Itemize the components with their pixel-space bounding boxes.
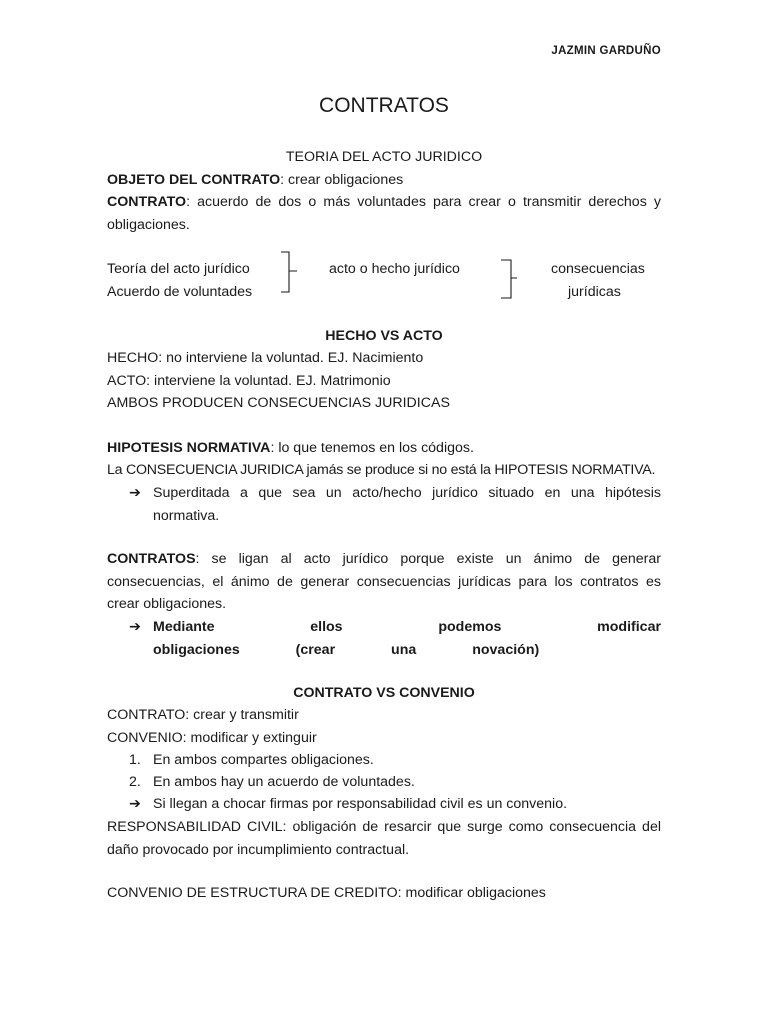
- document-page: JAZMIN GARDUÑO CONTRATOS TEORIA DEL ACTO JURIDICO OBJETO DEL CONTRATO: crear obligaciones CONTRATO: acuerdo de dos o más voluntades para crear o transmitir derechos y obligaciones. Teoría del acto jurídico acto o hecho jurídico consecuencias Acuerdo de voluntades jurídicas HECHO VS ACTO HECHO: no interviene la voluntad. EJ. Nacimiento ACTO: interviene la voluntad. EJ. Matrimonio AMBOS PRODUCEN CONSECUENCIAS JURIDICAS HIPOTESIS NORMATIVA: lo que tenemos en los códigos. La CONSECUENCIA JURIDICA jamás se produce si no está la HIPOTESIS NORMATIVA. ➔ Superditada a que sea un acto/hecho jurídico situado en una hipótesis normativa. CONTRATOS: se ligan al acto jurídico porque existe un ánimo de generar consecuencias, el ánimo de generar consecuencias jurídicas para los contratos es crear obligaciones. ➔ Mediante ellos podemos modificar obligaciones (crear una novación) CONTRATO VS CONVENIO CONTRATO: crear y transmitir CONVENIO: modificar y extinguir 1. En ambos compartes obligaciones. 2. En ambos hay un acuerdo de voluntades. ➔ Si llegan a chocar firmas por responsabilidad civil es un convenio. RESPONSABILIDAD CIVIL: obligación de resarcir que surge como consecuencia del daño provocado por incumplimiento contractual. CONVENIO DE ESTRUCTURA DE CREDITO: modificar obligaciones: [107, 0, 661, 1024]
- diagram-middle: acto o hecho jurídico: [329, 261, 460, 277]
- objeto-definition: [107, 169, 661, 192]
- hecho-line: HECHO: no interviene la voluntad. EJ. Nacimiento: [107, 350, 424, 366]
- objeto-def: : crear obligaciones: [280, 172, 404, 188]
- consecuencia-line: La CONSECUENCIA JURIDICA jamás se produce si no está la HIPOTESIS NORMATIVA.: [107, 462, 656, 478]
- ambos-line: AMBOS PRODUCEN CONSECUENCIAS JURIDICAS: [107, 395, 450, 411]
- convenio-line: CONVENIO: modificar y extinguir: [107, 730, 317, 746]
- contrato-term: CONTRATO: [107, 194, 187, 210]
- section-heading-teoria: TEORIA DEL ACTO JURIDICO: [285, 149, 483, 165]
- hipotesis-term: HIPOTESIS NORMATIVA: [107, 440, 271, 456]
- objeto-term: OBJETO DEL CONTRATO: [107, 172, 281, 188]
- diagram-left-2: Acuerdo de voluntades: [107, 284, 253, 300]
- right-brace-icon-2: [499, 258, 529, 302]
- author-name: JAZMIN GARDUÑO: [551, 45, 661, 57]
- contratos-paragraph: CONTRATOS: se ligan al acto jurídico porque existe un ánimo de generar consecuencias, el ánimo de generar consecuencias jurídicas para los contratos es crear obligaciones.: [107, 551, 661, 612]
- section-heading-hecho-vs-acto: HECHO VS ACTO: [325, 328, 443, 344]
- hipotesis-definition: HIPOTESIS NORMATIVA: lo que tenemos en los códigos.: [107, 440, 474, 456]
- arrow-bullet-icon: ➔: [129, 796, 141, 812]
- section-heading-contrato-vs-convenio: CONTRATO VS CONVENIO: [293, 685, 475, 701]
- contrato-definition: [107, 191, 661, 236]
- contrato-def: : acuerdo de dos o más voluntades para crear o transmitir derechos y obligaciones.: [107, 194, 661, 233]
- responsabilidad-paragraph: RESPONSABILIDAD CIVIL: obligación de resarcir que surge como consecuencia del daño provocado por incumplimiento contractual.: [107, 819, 661, 858]
- acto-line: ACTO: interviene la voluntad. EJ. Matrimonio: [107, 373, 391, 389]
- contratos-term: CONTRATOS: [107, 551, 196, 567]
- arrow-bullet-icon: ➔: [129, 485, 141, 501]
- diagram-right-1: consecuencias: [551, 261, 645, 277]
- arrow-bullet-icon: ➔: [129, 619, 141, 635]
- right-brace-icon: [279, 250, 309, 296]
- convenio-estructura-line: CONVENIO DE ESTRUCTURA DE CREDITO: modificar obligaciones: [107, 885, 546, 901]
- diagram-left-1: Teoría del acto jurídico: [107, 261, 250, 277]
- page-title: CONTRATOS: [319, 94, 449, 117]
- diagram-right-2: jurídicas: [568, 284, 621, 300]
- contrato-line: CONTRATO: crear y transmitir: [107, 707, 299, 723]
